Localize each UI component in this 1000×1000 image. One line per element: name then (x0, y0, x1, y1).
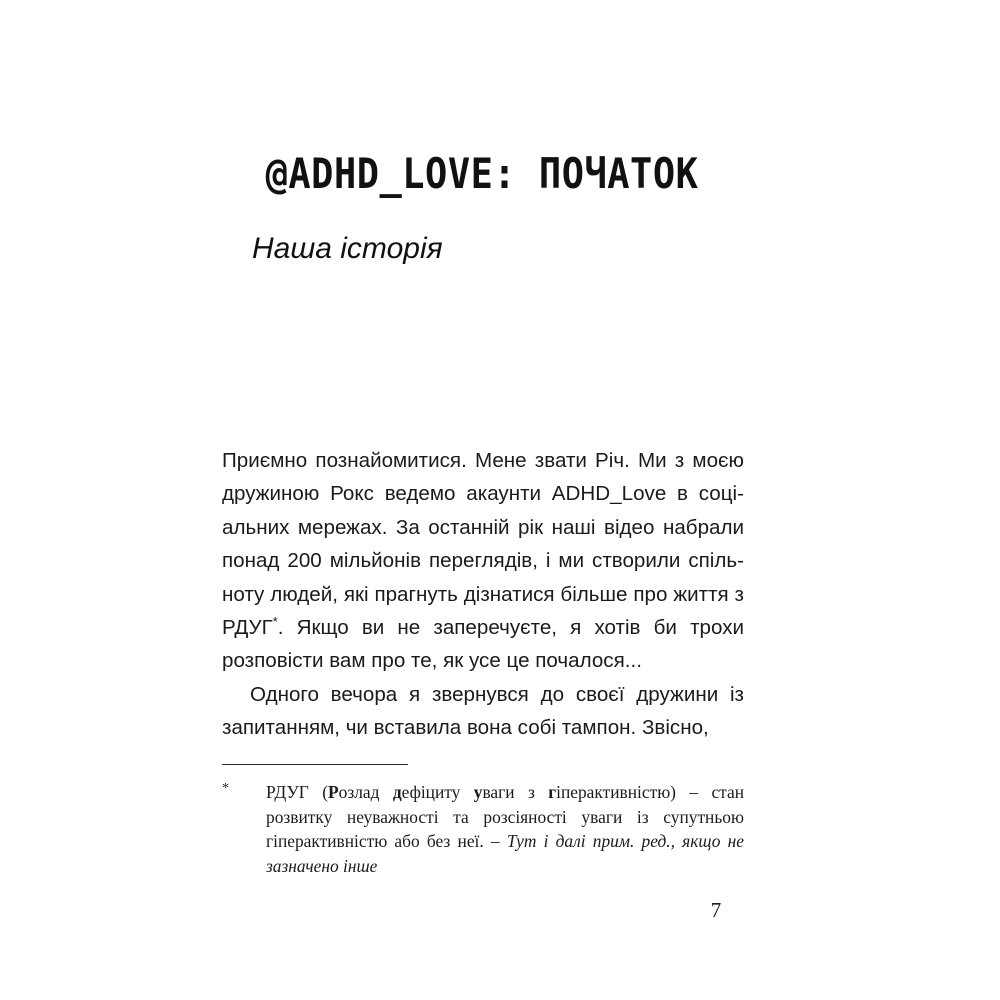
paragraph-1 (222, 444, 744, 678)
chapter-title: @ADHD_LOVE: ПОЧАТОК (265, 150, 699, 199)
footnote-plain-1: озлад (338, 782, 393, 802)
page-subtitle: Наша історія (252, 232, 443, 265)
footnote-plain-3: ваги з (482, 782, 549, 802)
footnote-paren-open: ( (308, 782, 328, 802)
footnote-text (266, 780, 744, 878)
footnote-reference-marker: * (272, 614, 278, 630)
paragraph-1-main: Приємно познайомитися. Мене звати Річ. Ми з моєю дружиною Рокс ведемо акаунти ADHD_Love в соціальних мережах. За останній рік наші відео набрали понад 200 мільйонів переглядів, і ми створили спільноту людей, які прагнуть дізнатися більше про життя з РДУГ (222, 449, 744, 640)
page-number: 7 (710, 898, 722, 922)
footnote-bold-4: г (548, 782, 557, 802)
paragraph-1-tail: . Якщо ви не заперечуєте, я хотів би трохи розповісти вам про те, як усе це почалося... (222, 616, 744, 673)
paragraph-2: Одного вечора я звернувся до своєї дружини із запитанням, чи вставила вона собі тампон. Звісно, (222, 682, 744, 740)
footnote-bold-3: у (473, 782, 483, 802)
footnote-bold-2: д (392, 782, 402, 802)
footnote-plain-4: іперактивністю) (556, 782, 676, 802)
body-text (222, 444, 744, 745)
footnote-star-marker: * (222, 781, 229, 796)
footnote-separator-rule (222, 764, 408, 765)
footnote-editor-note: Тут і далі прим. ред., якщо не зазначено інше (266, 831, 744, 876)
footnote-rest: – стан розвитку неуважності та розсіяності уваги із супутньою гіперактивністю або без неї. – (266, 782, 744, 852)
footnote-bold-1: Р (328, 782, 339, 802)
page-content (222, 0, 742, 1000)
footnote-plain-2: ефіциту (401, 782, 474, 802)
footnote-block (222, 780, 744, 878)
footnote-abbrev: РДУГ (266, 782, 309, 802)
